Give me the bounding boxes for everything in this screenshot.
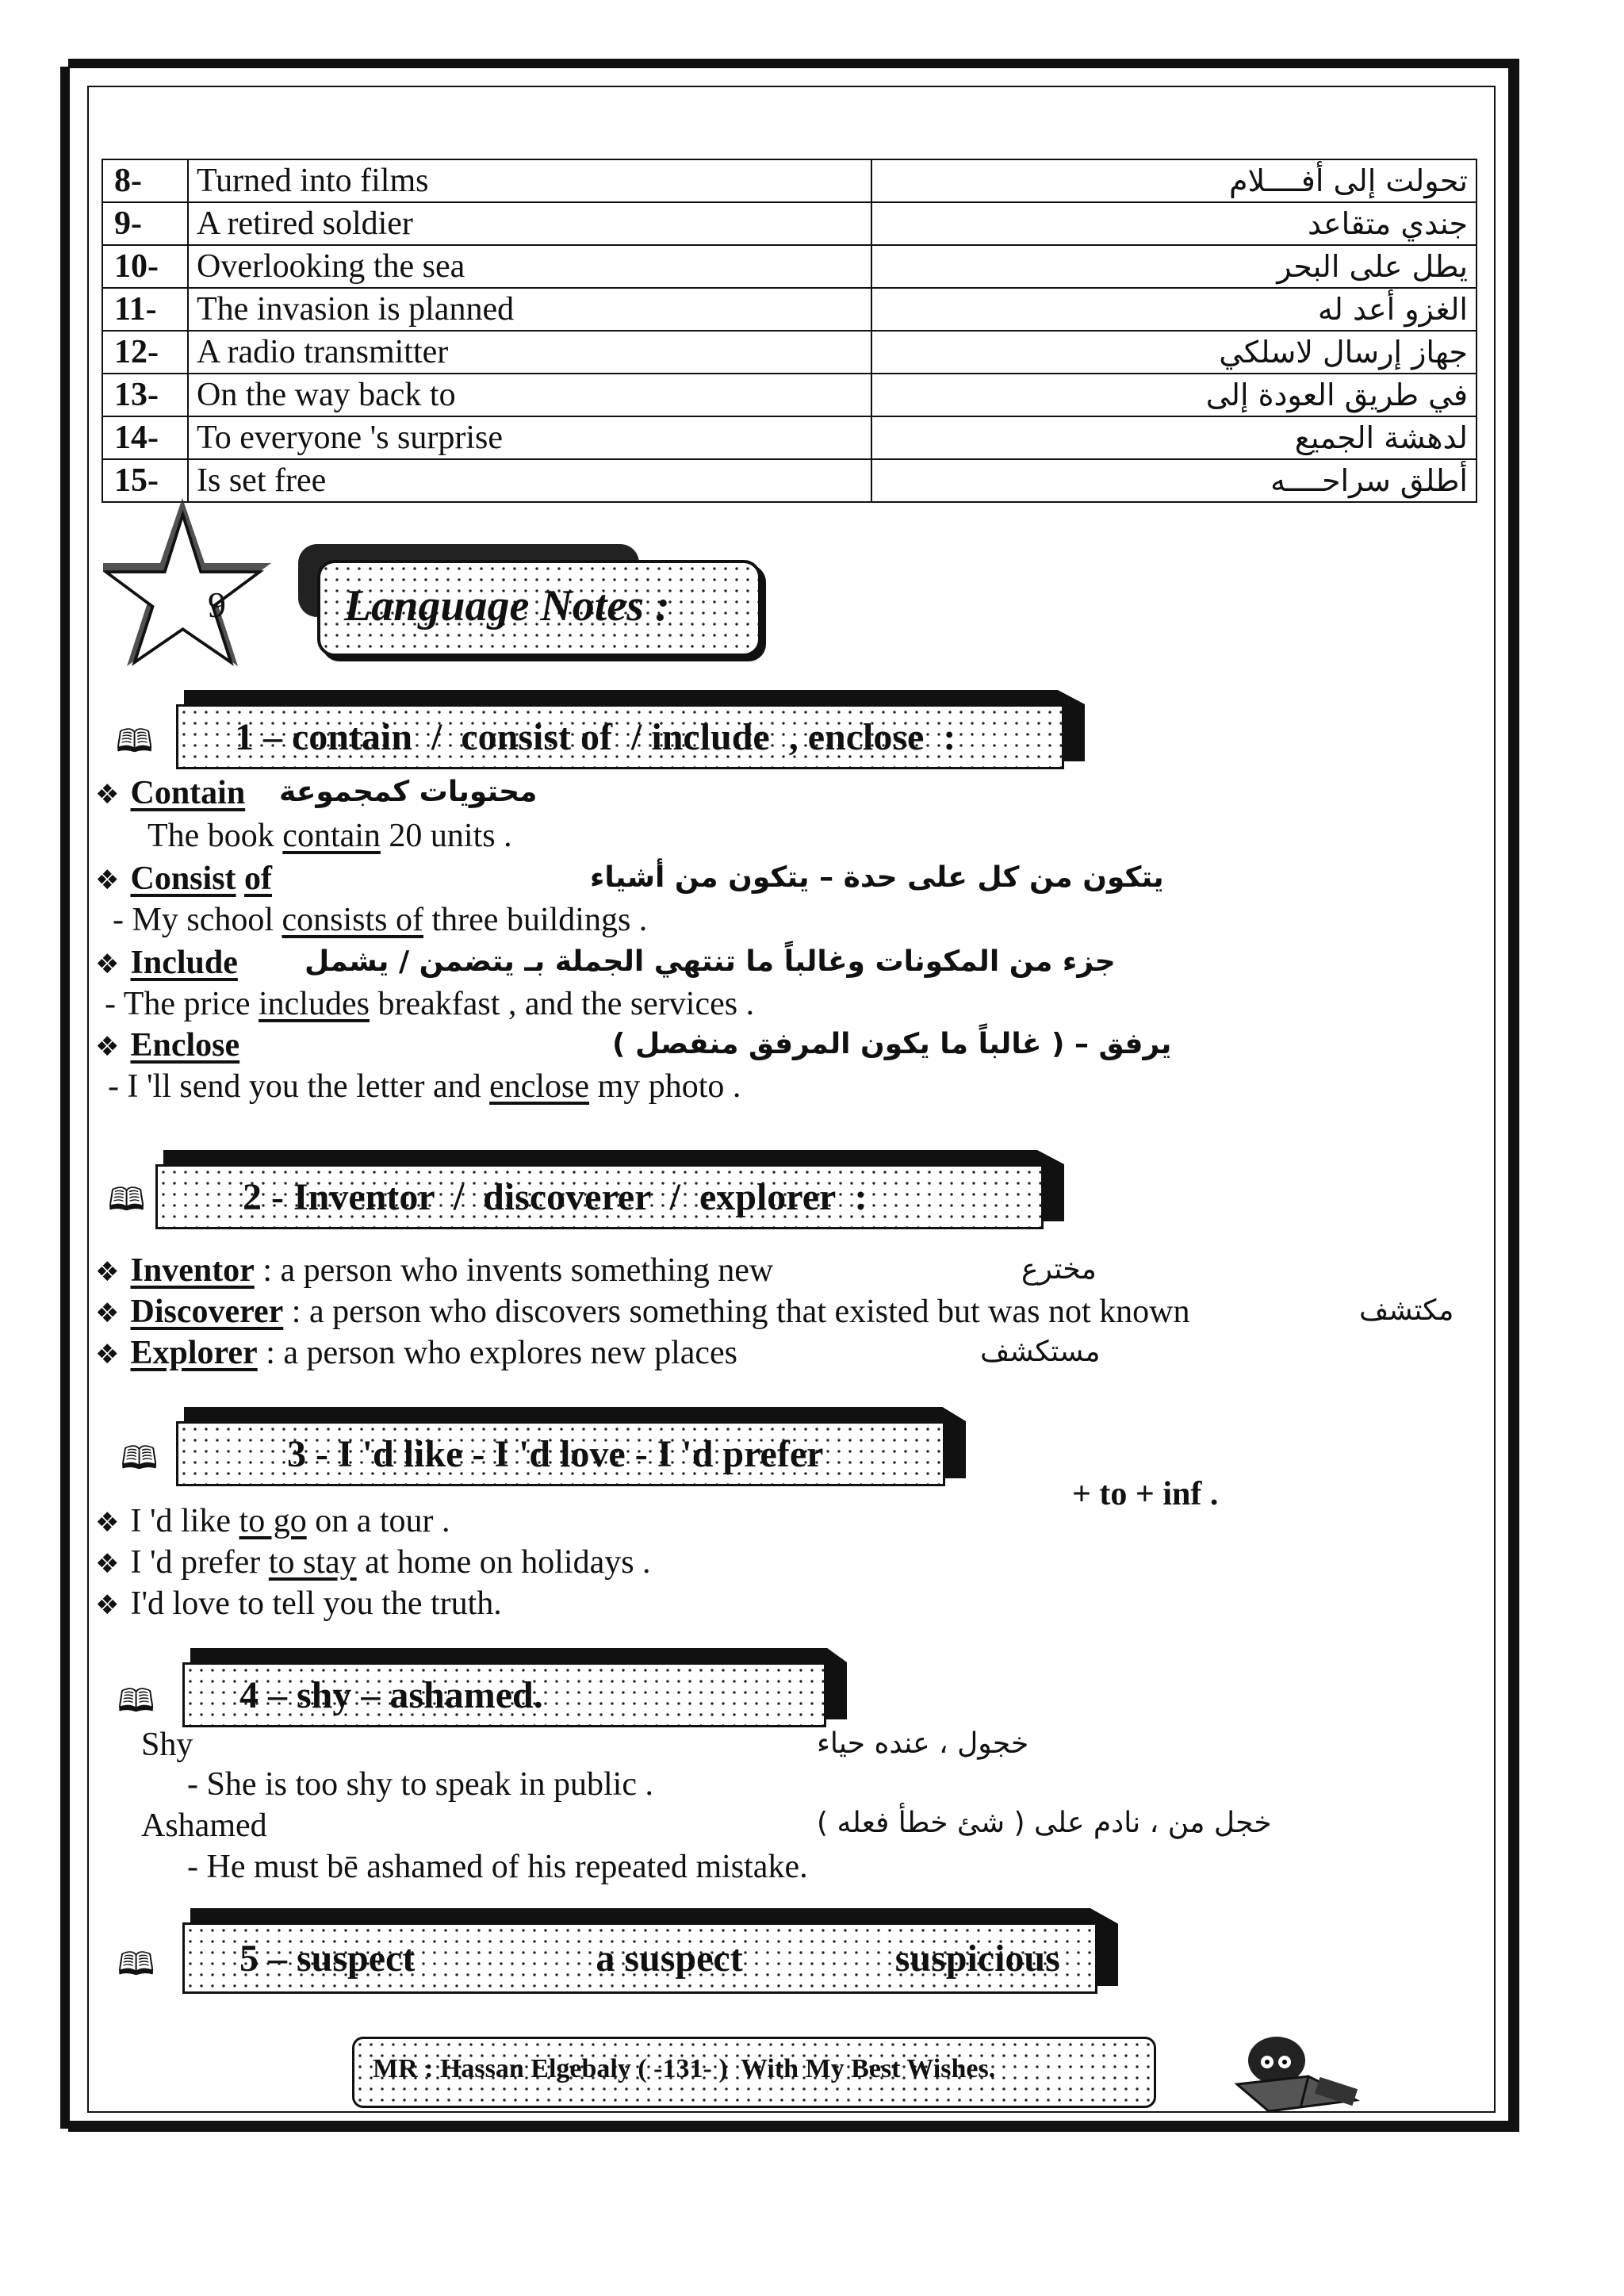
term-include: Include: [130, 945, 238, 981]
enclose-example: - I 'll send you the letter and enclose my photo .: [108, 1068, 741, 1105]
section-2-title: 2 - Inventor / discoverer / explorer :: [243, 1175, 868, 1218]
enclose-line: ❖ Enclose: [95, 1027, 240, 1064]
book-icon: 🕮: [116, 723, 154, 760]
vocab-english: To everyone 's surprise: [188, 416, 871, 459]
vocab-arabic: الغزو أعد له: [871, 288, 1477, 331]
ashamed-word: Ashamed: [141, 1807, 267, 1844]
book-icon: 🕮: [108, 1182, 146, 1218]
inventor-line: ❖ Inventor : a person who invents something new: [95, 1252, 774, 1289]
love-example: ❖ I'd love to tell you the truth.: [95, 1585, 502, 1622]
book-icon: 🕮: [121, 1440, 159, 1477]
explorer-line: ❖ Explorer : a person who explores new places: [95, 1335, 738, 1371]
explorer-arabic: مستكشف: [980, 1336, 1101, 1368]
shy-arabic: خجول ، عنده حياء: [817, 1727, 1029, 1760]
table-row: [102, 288, 1477, 331]
term-consist: Consist: [130, 861, 236, 897]
contain-line: ❖ Contain: [95, 775, 246, 811]
term-enclose: Enclose: [130, 1027, 240, 1064]
discoverer-arabic: مكتشف: [1359, 1294, 1454, 1327]
vocab-number: 8-: [102, 159, 188, 202]
term-contain: Contain: [130, 775, 246, 811]
vocab-arabic: يطل على البحر: [871, 245, 1477, 288]
vocab-number: 13-: [102, 374, 188, 416]
vocab-english: A retired soldier: [188, 202, 871, 245]
table-row: [102, 416, 1477, 459]
vocab-number: 15-: [102, 459, 188, 502]
unit-title: Language Notes :: [344, 581, 670, 631]
table-row: [102, 331, 1477, 374]
section-5-header: [182, 1922, 1097, 1994]
enclose-arabic: يرفق – ( غالباً ما يكون المرفق منفصل ): [612, 1028, 1172, 1060]
vocab-number: 14-: [102, 416, 188, 459]
vocab-number: 11-: [102, 288, 188, 331]
vocab-arabic: جندي متقاعد: [871, 202, 1477, 245]
contain-arabic: محتويات كمجموعة: [279, 776, 538, 808]
book-icon: 🕮: [117, 1683, 155, 1719]
table-row: [102, 374, 1477, 416]
reading-character-icon: [1221, 2021, 1380, 2116]
section-1-title: 1 – contain / consist of / include , enclose :: [235, 715, 956, 758]
ashamed-example: - He must bē ashamed of his repeated mistake.: [187, 1849, 808, 1885]
shy-word: Shy: [141, 1727, 193, 1763]
inventor-arabic: مخترع: [1021, 1253, 1097, 1286]
discoverer-line: ❖ Discoverer : a person who discovers something that existed but was not known: [95, 1294, 1190, 1330]
vocab-arabic: أطلق سراحــــه: [871, 459, 1477, 502]
consist-arabic: يتكون من كل على حدة – يتكون من أشياء: [590, 861, 1164, 894]
consist-line: ❖ Consist of: [95, 861, 273, 897]
table-row: [102, 245, 1477, 288]
contain-example: The book contain 20 units .: [147, 818, 512, 854]
section-5-title: 5 – suspect a suspect suspicious: [239, 1937, 1060, 1980]
vocab-number: 10-: [102, 245, 188, 288]
table-row: [102, 459, 1477, 502]
include-arabic: جزء من المكونات وغالباً ما تنتهي الجملة بـ يتضمن / يشمل: [304, 945, 1116, 978]
vocab-english: The invasion is planned: [188, 288, 871, 331]
table-row: [102, 159, 1477, 202]
book-icon: 🕮: [117, 1946, 155, 1983]
vocab-english: Is set free: [188, 459, 871, 502]
include-example: - The price includes breakfast , and the services .: [105, 986, 755, 1022]
vocab-number: 9-: [102, 202, 188, 245]
vocab-english: A radio transmitter: [188, 331, 871, 374]
vocab-arabic: تحولت إلى أفــــلام: [871, 159, 1477, 202]
shy-example: - She is too shy to speak in public .: [187, 1766, 653, 1803]
footer-author: MR : Hassan Elgebaly ( -131- ) With My Best Wishes.: [373, 2054, 996, 2083]
table-row: [102, 202, 1477, 245]
star-icon: [103, 498, 293, 677]
vocab-number: 12-: [102, 331, 188, 374]
section-4-header: [182, 1662, 826, 1727]
term-explorer: Explorer: [130, 1335, 258, 1371]
section-3-header: [176, 1421, 945, 1486]
section-1-header: [176, 704, 1064, 769]
vocab-arabic: جهاز إرسال لاسلكي: [871, 331, 1477, 374]
vocab-arabic: لدهشة الجميع: [871, 416, 1477, 459]
section-3-rule: + to + inf .: [1072, 1476, 1219, 1512]
vocab-english: Overlooking the sea: [188, 245, 871, 288]
include-line: ❖ Include: [95, 945, 238, 981]
vocab-table: [102, 159, 1477, 503]
vocab-arabic: في طريق العودة إلى: [871, 374, 1477, 416]
vocab-english: Turned into films: [188, 159, 871, 202]
section-2-header: [155, 1164, 1044, 1229]
prefer-example: ❖ I 'd prefer to stay at home on holidays .: [95, 1544, 651, 1581]
consist-example: - My school consists of three buildings .: [113, 902, 648, 938]
term-inventor: Inventor: [130, 1252, 255, 1289]
like-example: ❖ I 'd like to go on a tour .: [95, 1503, 450, 1539]
section-3-title: 3 - I 'd like - I 'd love - I 'd prefer: [287, 1432, 824, 1475]
ashamed-arabic: خجل من ، نادم على ( شئ خطأ فعله ): [817, 1807, 1272, 1839]
term-discoverer: Discoverer: [130, 1294, 284, 1330]
section-4-title: 4 – shy – ashamed.: [239, 1673, 543, 1716]
vocab-english: On the way back to: [188, 374, 871, 416]
unit-number: 9: [208, 585, 226, 625]
